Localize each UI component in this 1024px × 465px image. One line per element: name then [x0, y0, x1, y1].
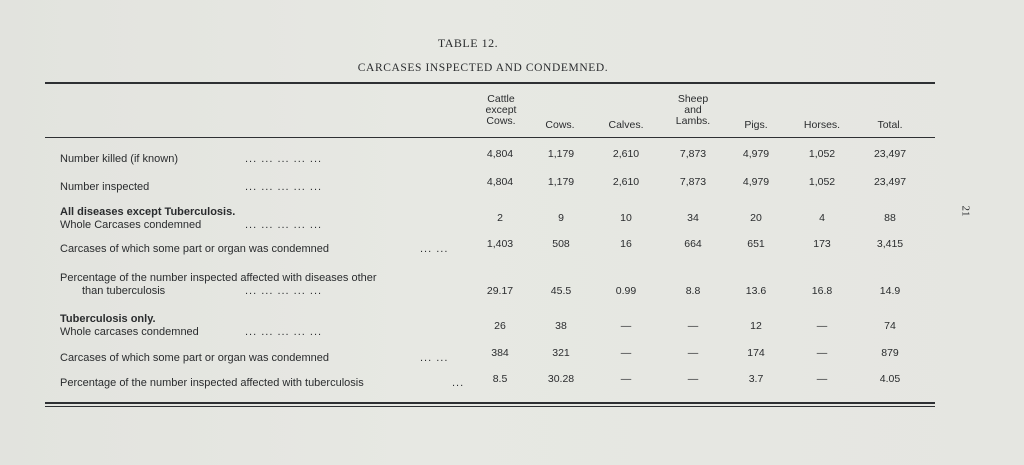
- cell-total: 3,415: [876, 238, 904, 250]
- leader-dots: ... ... ... ... ...: [245, 181, 323, 193]
- cell-pigs: 174: [747, 347, 765, 359]
- leader-dots: ... ...: [420, 352, 449, 364]
- bottom-rule: [45, 402, 935, 404]
- leader-dots: ... ... ... ... ...: [245, 285, 323, 297]
- cell-sheep: 7,873: [679, 148, 707, 160]
- cell-sheep: 7,873: [679, 176, 707, 188]
- row-label-percentage-tb: Percentage of the number inspected affected with tuberculosis: [60, 377, 364, 389]
- cell-pigs: 651: [747, 238, 765, 250]
- cell-cattle: 26: [494, 320, 506, 332]
- cell-sheep: —: [687, 373, 699, 385]
- cell-calves: —: [620, 320, 632, 332]
- cell-calves: 2,610: [612, 148, 640, 160]
- col-header-cows: Cows.: [545, 119, 575, 131]
- section-heading-all-diseases: All diseases except Tuberculosis.: [60, 206, 236, 218]
- row-label-percentage-other-cont: than tuberculosis: [82, 285, 166, 297]
- col-header-horses: Horses.: [803, 119, 841, 131]
- cell-horses: 1,052: [808, 148, 836, 160]
- cell-calves: —: [620, 347, 632, 359]
- cell-total: 23,497: [873, 148, 907, 160]
- cell-sheep: 34: [687, 212, 699, 224]
- row-label-number-killed: Number killed (if known): [60, 153, 178, 165]
- cell-pigs: 20: [750, 212, 762, 224]
- cell-total: 14.9: [879, 285, 901, 297]
- cell-pigs: 4,979: [742, 176, 770, 188]
- cell-cattle: 4,804: [486, 176, 514, 188]
- cell-cows: 9: [558, 212, 564, 224]
- cell-calves: —: [620, 373, 632, 385]
- cell-total: 74: [884, 320, 896, 332]
- cell-sheep: 8.8: [685, 285, 701, 297]
- cell-sheep: —: [687, 347, 699, 359]
- cell-horses: 1,052: [808, 176, 836, 188]
- cell-cattle: 29.17: [486, 285, 514, 297]
- col-header-sheep: Sheep and Lambs.: [675, 93, 711, 127]
- row-label-part-condemned: Carcases of which some part or organ was condemned: [60, 243, 330, 255]
- cell-calves: 16: [620, 238, 632, 250]
- cell-horses: —: [816, 373, 828, 385]
- section-heading-tuberculosis: Tuberculosis only.: [60, 313, 156, 325]
- bottom-rule-thin: [45, 406, 935, 407]
- cell-calves: 2,610: [612, 176, 640, 188]
- leader-dots: ... ...: [420, 243, 449, 255]
- cell-cattle: 4,804: [486, 148, 514, 160]
- cell-total: 4.05: [879, 373, 901, 385]
- row-label-whole-carcases: Whole Carcases condemned: [60, 219, 202, 231]
- cell-calves: 10: [620, 212, 632, 224]
- row-label-part-condemned-tb: Carcases of which some part or organ was condemned: [60, 352, 330, 364]
- row-label-percentage-other: Percentage of the number inspected affected with diseases other: [60, 272, 377, 284]
- cell-cows: 30.28: [547, 373, 575, 385]
- cell-calves: 0.99: [615, 285, 637, 297]
- header-rule: [45, 137, 935, 138]
- col-header-calves: Calves.: [608, 119, 644, 131]
- col-header-total: Total.: [877, 119, 903, 131]
- top-rule: [45, 82, 935, 84]
- cell-cows: 1,179: [547, 148, 575, 160]
- cell-horses: —: [816, 320, 828, 332]
- cell-cattle: 8.5: [492, 373, 508, 385]
- cell-horses: 4: [819, 212, 825, 224]
- table-number: TABLE 12.: [437, 36, 499, 50]
- leader-dots: ... ... ... ... ...: [245, 219, 323, 231]
- row-label-whole-carcases-tb: Whole carcases condemned: [60, 326, 199, 338]
- row-label-number-inspected: Number inspected: [60, 181, 150, 193]
- cell-horses: 16.8: [811, 285, 833, 297]
- cell-pigs: 4,979: [742, 148, 770, 160]
- cell-cows: 508: [552, 238, 570, 250]
- cell-cattle: 384: [491, 347, 509, 359]
- cell-cows: 321: [552, 347, 570, 359]
- cell-cows: 38: [555, 320, 567, 332]
- cell-horses: —: [816, 347, 828, 359]
- cell-pigs: 12: [750, 320, 762, 332]
- cell-cows: 45.5: [550, 285, 572, 297]
- cell-total: 879: [881, 347, 899, 359]
- cell-cattle: 2: [497, 212, 503, 224]
- cell-cattle: 1,403: [486, 238, 514, 250]
- page-number: 21: [959, 205, 972, 217]
- leader-dots: ... ... ... ... ...: [245, 153, 323, 165]
- cell-total: 23,497: [873, 176, 907, 188]
- leader-dots: ... ... ... ... ...: [245, 326, 323, 338]
- cell-sheep: —: [687, 320, 699, 332]
- cell-sheep: 664: [684, 238, 702, 250]
- cell-horses: 173: [813, 238, 831, 250]
- cell-pigs: 3.7: [748, 373, 764, 385]
- cell-pigs: 13.6: [745, 285, 767, 297]
- col-header-pigs: Pigs.: [744, 119, 768, 131]
- table-title: CARCASES INSPECTED AND CONDEMNED.: [357, 62, 609, 74]
- col-header-cattle: Cattle except Cows.: [485, 93, 517, 127]
- cell-cows: 1,179: [547, 176, 575, 188]
- cell-total: 88: [884, 212, 896, 224]
- leader-dots: ...: [452, 377, 465, 389]
